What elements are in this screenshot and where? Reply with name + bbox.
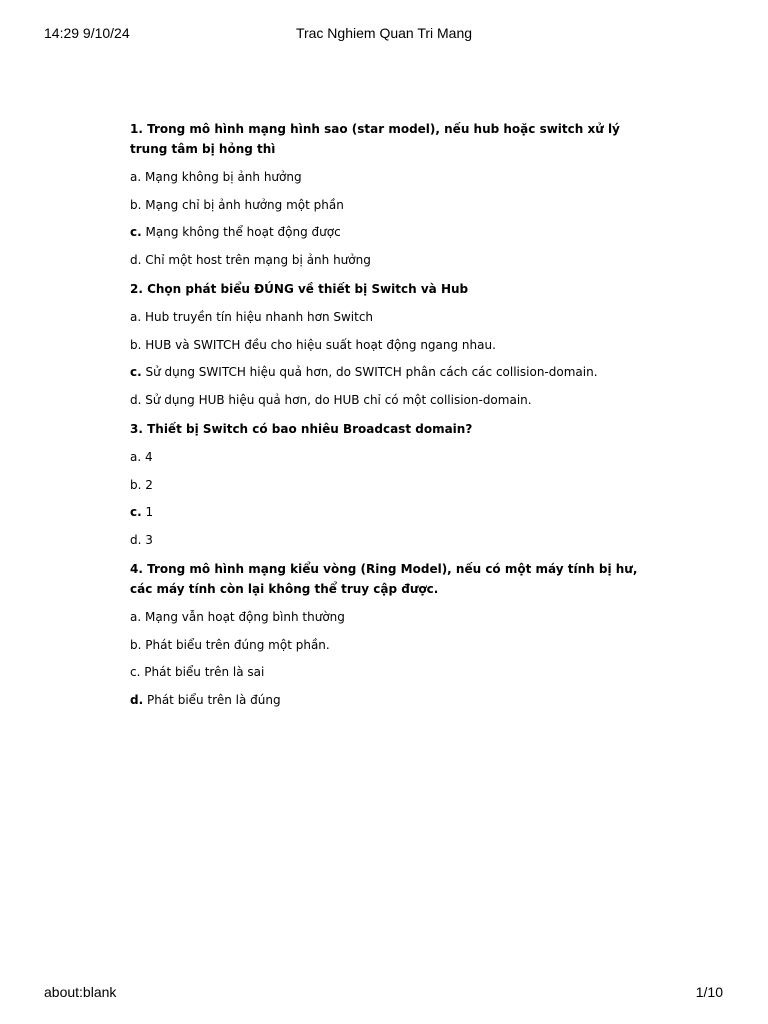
- option-text: Mạng không bị ảnh hưởng: [145, 170, 302, 184]
- option-letter: a.: [130, 170, 142, 184]
- question-block: [130, 119, 650, 268]
- option-letter: a.: [130, 310, 142, 324]
- question-text: 2. Chọn phát biểu ĐÚNG về thiết bị Switch và Hub: [130, 282, 469, 296]
- document-title: Trac Nghiem Quan Tri Mang: [295, 25, 473, 41]
- option-letter: d.: [130, 252, 142, 267]
- option-letter-correct: c.: [130, 225, 142, 239]
- option-letter: b.: [130, 197, 142, 212]
- option-text: Mạng chỉ bị ảnh hưởng một phần: [145, 197, 344, 212]
- option-b: [130, 337, 650, 353]
- option-text: Mạng vẫn hoạt động bình thường: [145, 610, 345, 624]
- option-letter: c.: [130, 665, 141, 679]
- option-c: [130, 364, 650, 380]
- question-text: 1. Trong mô hình mạng hình sao (star model), nếu hub hoặc switch xử lý trung tâm bị hỏng thì: [130, 122, 620, 156]
- option-text: Mạng không thể hoạt động được: [145, 225, 341, 239]
- page-number: 1/10: [695, 984, 723, 1000]
- option-d: [130, 252, 650, 268]
- option-letter: b.: [130, 477, 142, 492]
- option-text: HUB và SWITCH đều cho hiệu suất hoạt động ngang nhau.: [145, 337, 496, 352]
- quiz-content: [130, 119, 650, 719]
- option-c: [130, 504, 650, 520]
- option-text: 2: [145, 477, 153, 492]
- option-c: [130, 664, 650, 680]
- option-letter: a.: [130, 450, 142, 464]
- option-b: [130, 477, 650, 493]
- option-text: Phát biểu trên là đúng: [146, 692, 281, 707]
- option-letter-correct: c.: [130, 365, 142, 379]
- option-text: Sử dụng SWITCH hiệu quả hơn, do SWITCH phân cách các collision-domain.: [145, 365, 598, 379]
- question-text: 3. Thiết bị Switch có bao nhiêu Broadcast domain?: [130, 422, 473, 436]
- option-d: [130, 532, 650, 548]
- option-c: [130, 224, 650, 240]
- print-datetime: 14:29 9/10/24: [44, 25, 130, 41]
- question-block: [130, 419, 650, 548]
- option-letter-correct: c.: [130, 505, 142, 519]
- option-letter-correct: d.: [130, 692, 144, 707]
- option-letter: a.: [130, 610, 142, 624]
- option-text: Phát biểu trên là sai: [144, 665, 265, 679]
- option-a: [130, 309, 650, 325]
- option-text: Chỉ một host trên mạng bị ảnh hưởng: [145, 252, 371, 267]
- question-block: [130, 559, 650, 708]
- option-d: [130, 692, 650, 708]
- question-block: [130, 279, 650, 408]
- option-letter: d.: [130, 392, 142, 407]
- page-url: about:blank: [44, 984, 117, 1000]
- option-text: 3: [145, 532, 153, 547]
- option-letter: b.: [130, 337, 142, 352]
- option-b: [130, 637, 650, 653]
- option-letter: d.: [130, 532, 142, 547]
- option-letter: b.: [130, 637, 142, 652]
- option-text: Sử dụng HUB hiệu quả hơn, do HUB chỉ có một collision-domain.: [145, 392, 532, 407]
- question-text: 4. Trong mô hình mạng kiểu vòng (Ring Model), nếu có một máy tính bị hư, các máy tính còn lại không thể truy cập được.: [130, 562, 638, 596]
- option-b: [130, 197, 650, 213]
- print-header: [0, 25, 768, 41]
- print-footer: [0, 984, 768, 1000]
- option-text: Hub truyền tín hiệu nhanh hơn Switch: [145, 310, 374, 324]
- option-d: [130, 392, 650, 408]
- option-text: 1: [145, 505, 154, 519]
- option-a: [130, 169, 650, 185]
- option-text: Phát biểu trên đúng một phần.: [145, 637, 330, 652]
- option-a: [130, 609, 650, 625]
- option-text: 4: [145, 450, 153, 464]
- option-a: [130, 449, 650, 465]
